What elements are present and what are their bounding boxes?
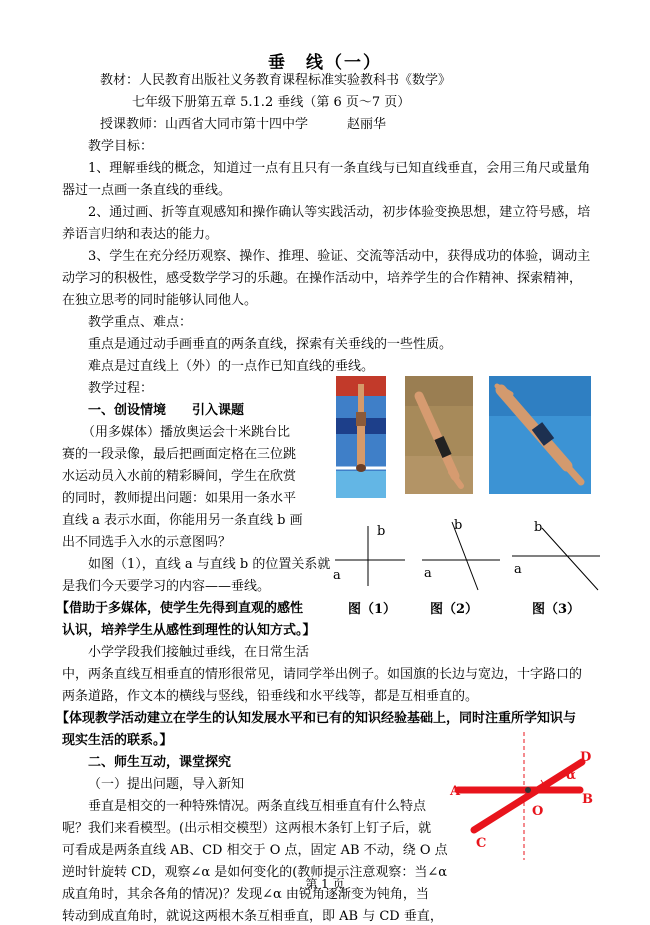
note1-line: 认识，培养学生从感性到理性的认知方式。】 xyxy=(62,623,316,638)
diver-photo-1 xyxy=(336,376,386,498)
para3-line: 逆时针旋转 CD，观察∠α 是如何变化的(教师提示注意观察：当∠α xyxy=(62,865,448,880)
para3-line: 成直角时，其余各角的情况)？发现∠α 由锐角逐渐变为钝角，当 xyxy=(62,887,429,902)
focus-line: 重点是通过动手画垂直的两条直线，探索有关垂线的一些性质。 xyxy=(88,337,453,352)
note2-line: 【体现教学活动建立在学生的认知发展水平和已有的知识经验基础上，同时注重所学知识与 xyxy=(56,711,577,726)
objective-line: 动学习的积极性，感受数学学习的乐趣。在操作活动中，培养学生的合作精神、探索精神， xyxy=(62,271,583,286)
section2-title: 二、师生互动，课堂探究 xyxy=(88,755,232,770)
objective-line: 器过一点画一条直线的垂线。 xyxy=(62,183,232,198)
para3-line: 垂直是相交的一种特殊情况。两条直线互相垂直有什么特点 xyxy=(88,799,427,814)
figure-3-label: 图（3） xyxy=(532,602,581,617)
objective-line: 在独立思考的同时能够认同他人。 xyxy=(62,293,258,308)
label-a: a xyxy=(514,562,522,577)
label-C: C xyxy=(476,836,487,851)
section1-title: 一、创设情境 引入课题 xyxy=(88,403,245,418)
intersection-model xyxy=(440,732,610,862)
figure-1-label: 图（1） xyxy=(348,602,397,617)
section1-line: 是我们今天要学习的内容——垂线。 xyxy=(62,579,271,594)
section1-line: 如图（1），直线 a 与直线 b 的位置关系就 xyxy=(88,557,331,572)
textbook-line: 教材：人民教育出版社义务教育课程标准实验教科书《数学》 xyxy=(100,73,452,88)
note2-line: 现实生活的联系。】 xyxy=(62,733,173,748)
label-B: B xyxy=(582,792,593,807)
para2-line: 两条道路，作文本的横线与竖线，铅垂线和水平线等，都是互相垂直的。 xyxy=(62,689,479,704)
pivot-nail xyxy=(525,787,531,793)
section1-line: 的同时，教师提出问题：如果用一条水平 xyxy=(62,491,297,506)
label-b: b xyxy=(454,518,463,533)
section1-line: 出不同选手入水的示意图吗？ xyxy=(62,535,232,550)
label-b: b xyxy=(534,520,543,535)
section1-line: 水运动员入水前的精彩瞬间，学生在欣赏 xyxy=(62,469,297,484)
label-O: O xyxy=(532,804,544,819)
figure-1 xyxy=(325,520,410,590)
sub1-title: （一）提出问题，导入新知 xyxy=(88,777,245,792)
diver-photo-3 xyxy=(489,376,591,494)
objective-line: 1、理解垂线的概念，知道过一点有且只有一条直线与已知直线垂直，会用三角尺或量角 xyxy=(88,161,591,176)
figure-2 xyxy=(420,518,505,593)
objective-line: 2、通过画、折等直观感知和操作确认等实践活动，初步体验变换思想，建立符号感，培 xyxy=(88,205,591,220)
para3-line: 呢？我们来看模型。(出示相交模型）这两根木条钉上钉子后，就 xyxy=(62,821,432,836)
para2-line: 中，两条直线互相垂直的情形很常见，请同学举出例子。如国旗的长边与宽边，十字路口的 xyxy=(62,667,583,682)
label-A: A xyxy=(450,784,461,799)
figure-3 xyxy=(510,518,605,593)
difficulty-line: 难点是过直线上（外）的一点作已知直线的垂线。 xyxy=(88,359,375,374)
para3-line: 可看成是两条直线 AB、CD 相交于 O 点，固定 AB 不动，绕 O 点 xyxy=(62,843,448,858)
para2-line: 小学学段我们接触过垂线，在日常生活 xyxy=(88,645,310,660)
diver-photo-2 xyxy=(405,376,473,494)
process-heading: 教学过程： xyxy=(88,381,154,396)
section1-line: （用多媒体）播放奥运会十米跳台比 xyxy=(82,425,291,440)
objective-line: 养语言归纳和表达的能力。 xyxy=(62,227,219,242)
teacher-line: 授课教师：山西省大同市第十四中学 赵丽华 xyxy=(100,117,387,132)
label-a: a xyxy=(424,566,432,581)
section1-line: 直线 a 表示水面，你能用另一条直线 b 画 xyxy=(62,513,303,528)
figure-2-label: 图（2） xyxy=(430,602,479,617)
note1-line: 【借助于多媒体，使学生先得到直观的感性 xyxy=(56,601,304,616)
line-b xyxy=(542,528,598,590)
key-points-heading: 教学重点、难点： xyxy=(88,315,193,330)
objective-line: 3、学生在充分经历观察、操作、推理、验证、交流等活动中，获得成功的体验，调动主 xyxy=(88,249,591,264)
page-number: 第 1 页 xyxy=(305,877,345,891)
objectives-heading: 教学目标： xyxy=(88,139,154,154)
label-b: b xyxy=(377,524,386,539)
label-alpha: α xyxy=(566,768,577,783)
chapter-line: 七年级下册第五章 5.1.2 垂线（第 6 页～7 页） xyxy=(132,95,411,110)
page-title: 垂 线（一） xyxy=(268,53,382,73)
section1-line: 赛的一段录像，最后把画面定格在三位跳 xyxy=(62,447,297,462)
para3-line: 转动到成直角时，就说这两根木条互相垂直，即 AB 与 CD 垂直， xyxy=(62,909,443,924)
label-a: a xyxy=(333,568,341,583)
label-D: D xyxy=(580,750,592,765)
